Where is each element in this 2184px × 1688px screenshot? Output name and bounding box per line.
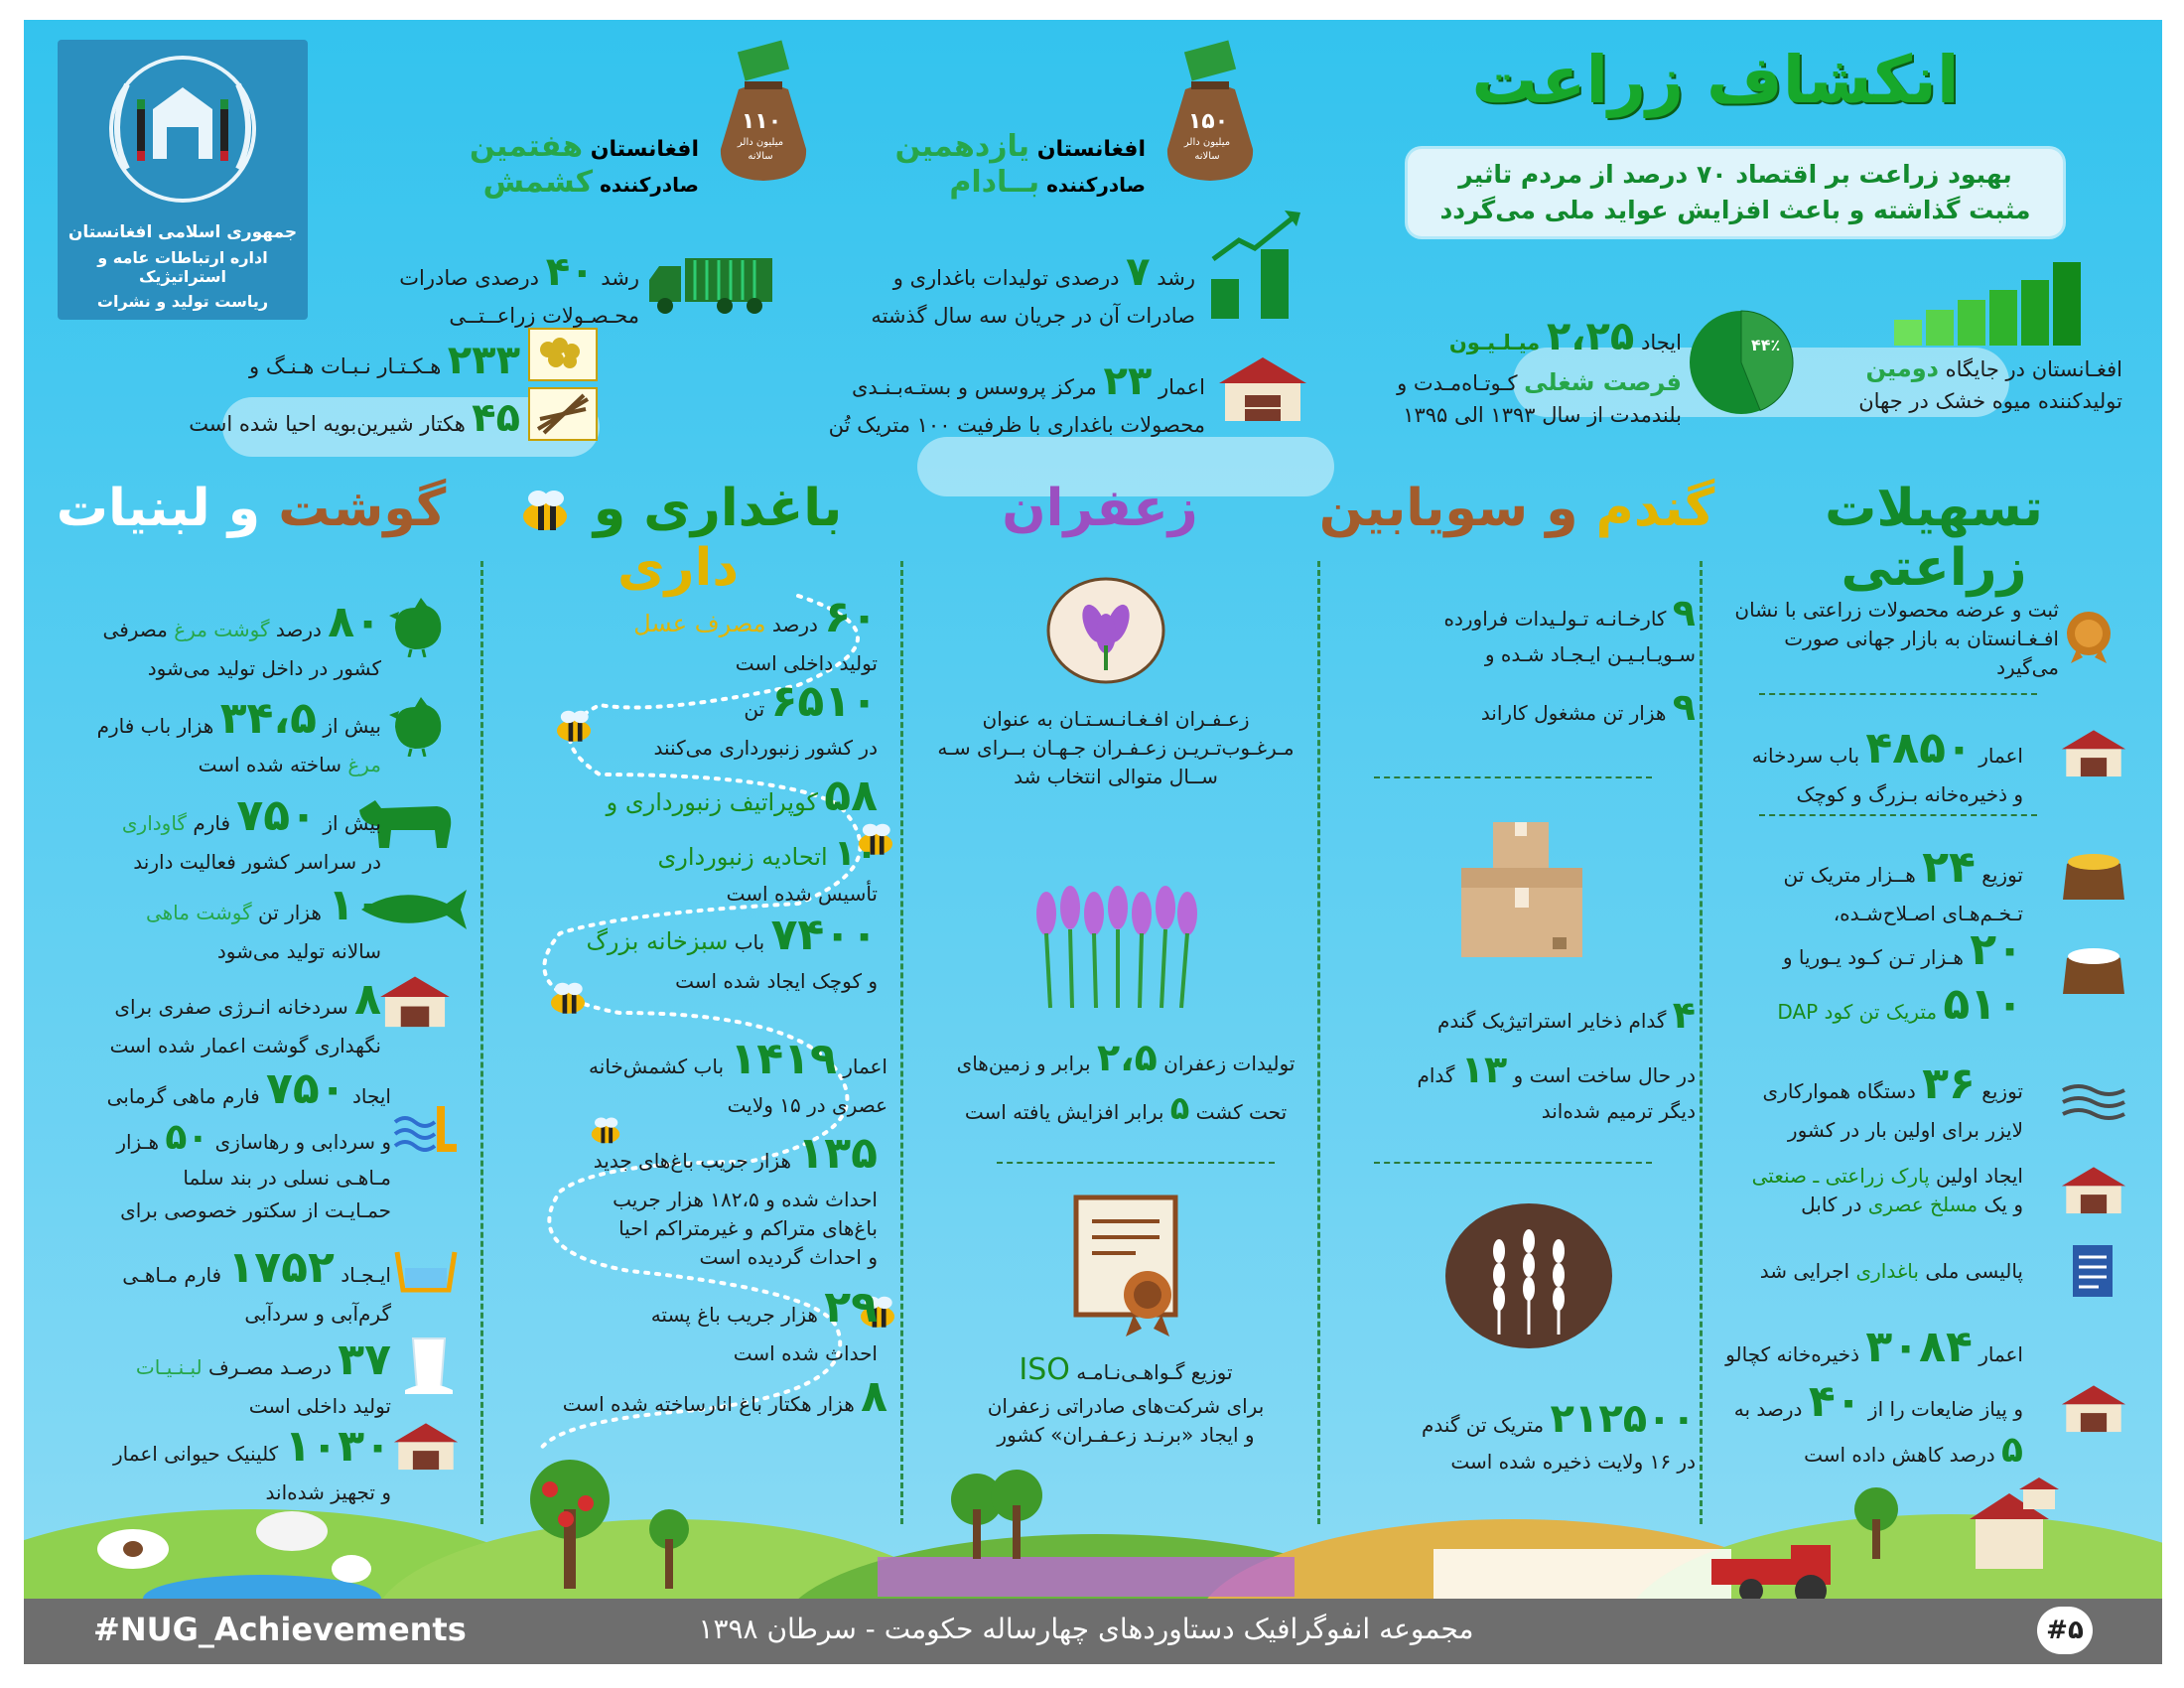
almond-rank: یازدهمین bbox=[894, 129, 1030, 164]
processing-text bbox=[739, 352, 1205, 440]
meat-item-4-number: ۱۰ bbox=[328, 880, 381, 930]
saffron-item-3-d: و ایجاد «برنـد زعـفـران» کشور bbox=[997, 1422, 1255, 1447]
wheat-icon bbox=[1443, 1201, 1614, 1350]
garden-item-3-c: تأسیس شده است bbox=[726, 881, 878, 906]
wheat-item-5-number: ۲۱۲۵۰۰ bbox=[1550, 1396, 1696, 1442]
export-growth-a: رشد bbox=[601, 266, 639, 290]
meat-item-10-number: ۳۷ bbox=[338, 1335, 391, 1385]
licorice-text bbox=[143, 389, 520, 447]
facility-3-a: توزیع bbox=[1981, 863, 2023, 887]
raisin-line-1 bbox=[470, 129, 699, 164]
export-growth-b: درصدی صادرات bbox=[399, 266, 540, 290]
dried-fruit-c: تولیدکننده میوه خشک در جهان bbox=[1858, 388, 2122, 413]
garden-item-6-d: و احداث گردیده است bbox=[699, 1244, 878, 1269]
column-divider bbox=[480, 561, 483, 1524]
meat-item-9-b: فارم مـاهـی bbox=[122, 1263, 222, 1287]
garden-item-7-b: احداث شده است bbox=[733, 1340, 878, 1365]
footer-bar bbox=[24, 1599, 2162, 1664]
gardening-heading-b: داری bbox=[616, 538, 740, 598]
hemp-label: هـکـتـار نـبـات هـنـگ و bbox=[249, 354, 442, 378]
meat-item-4-b: گوشت ماهی bbox=[145, 901, 252, 924]
subtitle-text: بهبود زراعت بر اقتصاد ۷۰ درصد از مردم تاثیر مثبت گذاشته و باعث افزایش عواید ملی می‌گردد bbox=[1439, 160, 2031, 225]
jobs-e: بلندمدت از سال ۱۳۹۳ الی ۱۳۹۵ bbox=[1403, 402, 1682, 427]
garden-item-3-number: ۵۸ bbox=[824, 771, 878, 821]
wheat-item-3 bbox=[1348, 988, 1696, 1043]
footer-caption: مجموعه انفوگرافیک دستاوردهای چهارساله حکومت - سرطان ۱۳۹۸ bbox=[698, 1613, 1474, 1645]
meat-heading-b: و لبنیات bbox=[56, 479, 261, 538]
facility-11-b: درصد کاهش داده است bbox=[1804, 1443, 1995, 1467]
wheat-item-4-c: دیگر ترمیم شده‌اند bbox=[1541, 1099, 1696, 1124]
facility-7-c: و یک bbox=[1983, 1193, 2023, 1216]
facility-2-b: باب سردخانه bbox=[1751, 744, 1860, 768]
facility-11-number: ۵ bbox=[2001, 1430, 2023, 1471]
saffron-item-2-d: برابر افزایش یافته است bbox=[964, 1100, 1164, 1125]
saffron-item-3-a: توزیع گـواهـی‌نـامـه bbox=[1076, 1360, 1233, 1384]
wheat-heading-a: گندم bbox=[1595, 479, 1715, 538]
garden-item-2-a: تن bbox=[744, 697, 765, 721]
meat-item-1-b: گوشت مرغ bbox=[174, 618, 270, 641]
wheat-item-1-a: کارخـانـه تـولـیدات فراورده bbox=[1443, 607, 1667, 631]
dried-fruit-rank: دومین bbox=[1865, 354, 1939, 382]
dried-fruit-text bbox=[1795, 352, 2122, 416]
facility-9-number: ۳۰۸۴ bbox=[1865, 1322, 1973, 1372]
saffron-item-1: زعـفـران افـغـانـسـتـان به عنوان مـرغـوب‌تـریـن زعـفـران جـهـان بــرای سـه ســال متوالی انتخاب شد bbox=[937, 707, 1295, 788]
garden-item-3 bbox=[520, 765, 878, 909]
almond-bag-unit: میلیون دالر bbox=[1183, 137, 1231, 148]
facility-6-b: دستگاه همواركاری bbox=[1762, 1079, 1916, 1103]
meat-item-3-b: فارم bbox=[193, 811, 231, 835]
garden-item-1-a: درصد bbox=[771, 613, 818, 636]
meat-item-2-number: ۳۴،۵ bbox=[219, 693, 317, 744]
facility-9-a: اعمار bbox=[1979, 1342, 2023, 1366]
meat-item-1-number: ۸۰ bbox=[328, 597, 381, 647]
subtitle-box bbox=[1408, 149, 2063, 236]
wheat-item-3-number: ۴ bbox=[1672, 993, 1696, 1037]
logo-line-2: اداره ارتباطات عامه و استراتیژیک bbox=[97, 248, 268, 286]
wheat-item-2-number: ۹ bbox=[1672, 685, 1696, 729]
wheat-item-1 bbox=[1348, 586, 1696, 669]
garden-item-3-b: اتحادیه زنبورداری bbox=[657, 842, 828, 871]
wheat-item-4-b: گدام bbox=[1417, 1063, 1455, 1087]
box-icon bbox=[1453, 814, 1592, 963]
processing-a: اعمار bbox=[1158, 375, 1205, 399]
export-growth-text bbox=[351, 243, 639, 331]
garden-item-1-number: ۶۰ bbox=[824, 592, 878, 642]
saffron-item-3-c: برای شرکت‌های صادراتی زعفران bbox=[987, 1393, 1265, 1418]
meat-heading bbox=[48, 479, 455, 538]
wheat-item-4 bbox=[1348, 1043, 1696, 1126]
meat-item-3 bbox=[54, 784, 381, 877]
raisin-bag-unit: میلیون دالر bbox=[737, 137, 784, 148]
wheat-item-4-number: ۱۳ bbox=[1460, 1048, 1508, 1091]
facility-7-e: در کابل bbox=[1801, 1193, 1862, 1216]
meat-item-4-a: هزار تن bbox=[257, 901, 322, 924]
garden-growth-c: صادرات آن در جریان سه سال گذشته bbox=[871, 304, 1195, 328]
section-divider bbox=[1759, 814, 2037, 816]
section-divider bbox=[1759, 693, 2037, 695]
saffron-item-2-c: تحت کشت bbox=[1195, 1100, 1288, 1125]
saffron-item-2-b: برابر و زمین‌های bbox=[956, 1052, 1091, 1075]
garden-item-5-b: باب کشمش‌خانه bbox=[589, 1055, 725, 1078]
bee-icon bbox=[514, 487, 576, 536]
facility-10-number: ۴۰ bbox=[1808, 1376, 1862, 1427]
garden-item-5-a: اعمار bbox=[843, 1055, 887, 1078]
water-icon bbox=[391, 1246, 461, 1296]
garden-item-8-number: ۸ bbox=[861, 1371, 887, 1422]
export-growth-number: ۴۰ bbox=[545, 249, 595, 295]
wheat-item-5-a: متریک تن گندم bbox=[1421, 1413, 1545, 1437]
wheat-item-5-b: در ۱۶ ولایت ذخیره شده است bbox=[1450, 1450, 1696, 1474]
wheat-item-3-a: گدام ذخایر استراتیژیک گندم bbox=[1436, 1009, 1667, 1033]
meat-item-1 bbox=[54, 591, 381, 683]
meat-item-7-a: و سردابی و رهاسازی bbox=[214, 1130, 391, 1154]
almond-product: بــادام bbox=[949, 165, 1040, 200]
meat-item-1-d: کشور در داخل تولید می‌شود bbox=[147, 655, 381, 680]
garden-item-6-a: هزار جریب باغ‌های جدید bbox=[593, 1149, 792, 1173]
jobs-text bbox=[1354, 308, 1682, 430]
meat-item-3-a: بیش از bbox=[323, 811, 381, 835]
meat-item-1-a: درصد bbox=[275, 618, 322, 641]
footer-hashtag: #NUG_Achievements bbox=[93, 1611, 467, 1648]
meat-item-9 bbox=[54, 1236, 391, 1329]
garden-item-1-b: مصرف عسل bbox=[633, 610, 766, 637]
chicken-icon bbox=[381, 588, 451, 657]
garden-item-5 bbox=[520, 1028, 887, 1120]
almond-bag-period: سالانه bbox=[1194, 151, 1220, 162]
water-icon bbox=[391, 1102, 461, 1152]
garden-item-6 bbox=[520, 1122, 878, 1272]
meat-item-11-a: کلینیک حیوانی اعمار bbox=[113, 1442, 279, 1466]
facility-1: ثبت و عرضه محصولات زراعتی با نشان افـغـانستان به بازار جهانی صورت می‌گیرد bbox=[1734, 598, 2059, 679]
meat-item-2-d: ساخته شده است bbox=[198, 752, 341, 776]
meat-item-5-b: نگهداری گوشت اعمار شده است bbox=[109, 1033, 381, 1057]
jobs-a: ایجاد bbox=[1641, 331, 1682, 354]
export-growth-c: محـصـولات زراعــتــی bbox=[449, 304, 639, 328]
facility-6-c: لایزر برای اولین بار در کشور bbox=[1787, 1117, 2023, 1142]
meat-item-9-number: ۱۷۵۲ bbox=[227, 1242, 335, 1293]
meat-item-2-b: هزار باب فارم bbox=[96, 714, 214, 738]
garden-item-7-a: هزار جریب باغ پسته bbox=[650, 1303, 818, 1327]
meat-item-11-b: و تجهیز شده‌اند bbox=[265, 1479, 391, 1504]
meat-item-5-number: ۸ bbox=[354, 974, 381, 1025]
almond-line-2 bbox=[949, 165, 1146, 200]
facility-5-number: ۵۱۰ bbox=[1943, 979, 2023, 1030]
facility-4-b: هـزار تـن کـود یـوریا و bbox=[1782, 945, 1964, 969]
facility-6-number: ۳۶ bbox=[1922, 1058, 1976, 1109]
logo-line-1: جمهوری اسلامی افغانستان bbox=[68, 222, 298, 242]
facility-2 bbox=[1715, 717, 2023, 809]
infographic-poster bbox=[24, 20, 2162, 1664]
meat-item-5-a: سردخانه انـرژی صفری برای bbox=[114, 995, 348, 1019]
section-divider bbox=[1374, 1162, 1652, 1164]
hemp-icon bbox=[528, 328, 598, 381]
hemp-text bbox=[143, 332, 520, 389]
warehouse-icon bbox=[1215, 353, 1310, 423]
meat-item-3-c: گاوداری bbox=[121, 811, 187, 835]
facility-8-b: باغداری bbox=[1855, 1259, 1919, 1283]
garden-item-1 bbox=[520, 586, 878, 678]
garden-item-2 bbox=[520, 670, 878, 763]
meat-item-2-c: مرغ bbox=[347, 752, 381, 776]
facility-2-c: و ذخیره‌خانه بـزرگ و کوچک bbox=[1796, 781, 2023, 806]
saffron-heading: زعفران bbox=[1002, 479, 1198, 538]
growth-chart-icon bbox=[1205, 205, 1304, 324]
garden-item-5-number: ۱۴۱۹ bbox=[730, 1034, 837, 1084]
almond-line-2a: صادرکننده bbox=[1046, 173, 1146, 197]
facility-2-a: اعمار bbox=[1979, 744, 2023, 768]
facility-9-b: ذخیره‌خانه کچالو bbox=[1725, 1342, 1860, 1366]
section-divider bbox=[997, 1162, 1275, 1164]
saffron-item-3 bbox=[927, 1348, 1324, 1450]
raisin-line-1a: افغانستان bbox=[590, 137, 699, 162]
raisin-export-block bbox=[470, 40, 818, 200]
facility-5-b: متریک تن کود DAP bbox=[1777, 1000, 1938, 1024]
facilities-heading: تسهیلات زراعتی bbox=[1825, 479, 2043, 598]
meat-item-10-c: تولید داخلی است bbox=[248, 1393, 391, 1418]
licorice-label: هکتار شیرین‌بویه احیا شده است bbox=[189, 412, 466, 436]
garden-growth-b: درصدی تولیدات باغداری و bbox=[892, 266, 1120, 290]
facility-6 bbox=[1696, 1053, 2023, 1145]
facility-7-d: مسلخ عصری bbox=[1867, 1193, 1979, 1216]
meat-heading-a: گوشت bbox=[278, 479, 447, 538]
pie-label: ۴۴٪ bbox=[1751, 336, 1781, 354]
seed-sack-icon bbox=[2059, 938, 2128, 998]
meat-item-7 bbox=[54, 1112, 391, 1193]
bar-chart-icon bbox=[1890, 258, 2109, 348]
meat-item-7-number: ۵۰ bbox=[165, 1117, 209, 1158]
garden-item-5-c: عصری در ۱۵ ولایت bbox=[727, 1092, 887, 1117]
raisin-line-2 bbox=[483, 165, 699, 200]
processing-number: ۲۳ bbox=[1103, 358, 1153, 404]
dried-fruit-a: افغـانستان در جایگاه bbox=[1945, 357, 2122, 381]
facility-7-b: پارک زراعتی ـ صنعتی bbox=[1751, 1164, 1930, 1188]
facility-2-number: ۴۸۵۰ bbox=[1865, 723, 1973, 774]
meat-item-3-d: در سراسر کشور فعالیت دارند bbox=[133, 849, 381, 874]
meat-item-11-number: ۱۰۳۰ bbox=[284, 1421, 391, 1472]
saffron-item-2-number-2: ۵ bbox=[1169, 1089, 1190, 1128]
garden-growth-text bbox=[838, 243, 1195, 331]
landscape-illustration bbox=[24, 1450, 2162, 1609]
meat-item-3-number: ۷۵۰ bbox=[236, 790, 317, 841]
certificate-icon bbox=[1066, 1192, 1195, 1340]
government-logo bbox=[58, 40, 308, 320]
licorice-icon bbox=[528, 387, 598, 441]
meat-item-1-c: مصرفی bbox=[102, 618, 168, 641]
facility-8 bbox=[1696, 1257, 2023, 1286]
facility-8-a: پالیسی ملی bbox=[1925, 1259, 2023, 1283]
meat-item-6-a: ایجاد bbox=[351, 1084, 391, 1108]
meat-item-9-c: گرم‌آبی و سردآبی bbox=[244, 1301, 391, 1326]
saffron-field-icon bbox=[1026, 874, 1205, 1013]
facility-10-b: درصد به bbox=[1733, 1397, 1803, 1421]
garden-item-3-a: کوپراتیف زنبورداری و bbox=[606, 788, 818, 816]
facility-3 bbox=[1715, 836, 2023, 928]
truck-icon bbox=[645, 250, 774, 320]
almond-bag-value: ۱۵۰ bbox=[1187, 109, 1229, 134]
garden-item-6-number: ۱۳۵ bbox=[797, 1128, 878, 1179]
garden-item-7-number: ۲۹ bbox=[824, 1282, 878, 1333]
meat-item-4 bbox=[54, 874, 381, 966]
afghanistan-emblem-icon bbox=[58, 40, 308, 218]
meat-item-7-b: هـزار bbox=[116, 1130, 159, 1154]
wheat-item-1-number: ۹ bbox=[1672, 591, 1696, 634]
raisin-bag-period: سالانه bbox=[748, 151, 773, 162]
warehouse-icon bbox=[377, 973, 453, 1029]
seed-sack-icon bbox=[2059, 844, 2128, 904]
garden-item-1-c: تولید داخلی است bbox=[735, 650, 878, 675]
wheat-item-4-a: در حال ساخت است و bbox=[1513, 1063, 1696, 1087]
garden-item-6-b: احداث شده و ۱۸۲،۵ هزار جریب bbox=[613, 1187, 878, 1211]
garden-item-7 bbox=[520, 1276, 878, 1368]
garden-growth-number: ۷ bbox=[1126, 249, 1151, 295]
wheat-item-1-b: سـویـابـیـن ایـجـاد شـده و bbox=[1484, 642, 1696, 667]
laser-level-icon bbox=[2059, 1082, 2128, 1126]
warehouse-icon bbox=[2059, 725, 2128, 780]
processing-b: مرکز پروسس و بستـه‌بـنـدی bbox=[851, 375, 1097, 399]
garden-item-4-c: و کوچک ایجاد شده است bbox=[675, 968, 878, 993]
saffron-item-2-a: تولیدات زعفران bbox=[1163, 1052, 1296, 1075]
chicken-icon bbox=[381, 687, 451, 757]
almond-line-1a: افغانستان bbox=[1036, 137, 1146, 162]
garden-item-8 bbox=[520, 1365, 887, 1429]
meat-item-10 bbox=[54, 1329, 391, 1421]
meat-item-7-c: مـاهـی نسلی در بند سلما bbox=[183, 1166, 391, 1191]
facility-3-c: تـخـم‌هـای اصـلاح‌شـده، bbox=[1833, 901, 2023, 925]
warehouse-icon bbox=[2059, 1380, 2128, 1436]
raisin-bag-value: ۱۱۰ bbox=[741, 109, 782, 134]
facility-8-c: اجرایی شد bbox=[1759, 1259, 1850, 1283]
meat-item-2-a: بیش از bbox=[323, 714, 381, 738]
jobs-c: فرصت شغلی bbox=[1524, 368, 1682, 396]
garden-item-2-number: ۶۵۱۰ bbox=[770, 676, 878, 727]
meat-item-2 bbox=[54, 687, 381, 779]
saffron-item-2 bbox=[927, 1031, 1324, 1131]
garden-item-4 bbox=[520, 904, 878, 996]
facility-4-number: ۲۰ bbox=[1970, 924, 2023, 975]
meat-item-9-a: ایـجـاد bbox=[341, 1263, 391, 1287]
garden-item-4-number: ۷۴۰۰ bbox=[770, 910, 878, 960]
medal-icon bbox=[2059, 606, 2118, 665]
meat-item-10-a: درصـد مصـرف bbox=[207, 1355, 332, 1379]
footer-page-number: #۵ bbox=[2037, 1607, 2093, 1654]
meat-item-5 bbox=[54, 968, 381, 1060]
logo-line-3: ریاست تولید و نشرات bbox=[96, 292, 269, 311]
almond-line-1 bbox=[895, 129, 1146, 164]
wheat-heading-b: و سویابین bbox=[1318, 479, 1578, 538]
garden-item-2-b: در کشور زنبورداری می‌کنند bbox=[653, 735, 878, 760]
pie-chart-icon bbox=[1682, 308, 1801, 417]
garden-item-3-number-2: ۱۰ bbox=[834, 832, 878, 874]
milk-icon bbox=[401, 1331, 457, 1396]
meat-item-6-number: ۷۵۰ bbox=[266, 1063, 346, 1114]
raisin-product: کشمش bbox=[482, 165, 594, 200]
raisin-rank: هفتمین bbox=[470, 129, 584, 164]
meat-item-8: حمـایـت از سکتور خصوصی برای bbox=[120, 1198, 391, 1222]
wheat-heading bbox=[1318, 479, 1715, 538]
garden-item-6-c: باغ‌های متراکم و غیرمتراکم احیا bbox=[618, 1215, 878, 1240]
garden-item-8-a: هزار هکتار باغ انارساخته شده است bbox=[562, 1392, 855, 1416]
raisin-line-2a: صادرکننده bbox=[600, 173, 699, 197]
gardening-heading-a: باغداری و bbox=[593, 479, 843, 538]
warehouse-icon bbox=[2059, 1162, 2128, 1217]
facility-10-a: و پیاز ضایعات را از bbox=[1867, 1397, 2023, 1421]
column-divider bbox=[900, 561, 903, 1524]
page-title: انکشاف زراعت bbox=[1471, 42, 1960, 118]
processing-c: محصولات باغداری با ظرفیت ۱۰۰ متریک تُن bbox=[828, 413, 1205, 437]
garden-growth-a: رشد bbox=[1157, 266, 1195, 290]
facility-3-number: ۲۴ bbox=[1922, 842, 1976, 893]
facility-6-a: توزیع bbox=[1981, 1079, 2023, 1103]
saffron-flower-icon bbox=[1046, 576, 1165, 685]
meat-item-4-c: سالانه تولید می‌شود bbox=[216, 938, 381, 963]
hemp-number: ۲۳۳ bbox=[447, 338, 520, 383]
facility-7-a: ایجاد اولین bbox=[1936, 1164, 2023, 1188]
almond-export-block bbox=[894, 40, 1275, 200]
jobs-d: کـوتـاه‌مـدت و bbox=[1397, 371, 1518, 395]
jobs-b: میـلـیـون bbox=[1448, 331, 1541, 354]
wheat-item-2-a: هزار تن مشغول کاراند bbox=[1480, 701, 1667, 725]
facility-7 bbox=[1696, 1162, 2023, 1219]
wheat-item-2 bbox=[1348, 680, 1696, 735]
saffron-item-2-number: ۲،۵ bbox=[1096, 1036, 1158, 1079]
garden-item-4-b: سبزخانه بزرگ bbox=[586, 927, 729, 955]
meat-item-6-b: فارم ماهی گرمابی bbox=[106, 1084, 260, 1108]
facility-3-b: هــزار متریک تن bbox=[1783, 863, 1916, 887]
garden-item-4-a: باب bbox=[734, 930, 765, 954]
section-divider bbox=[1374, 776, 1652, 778]
jobs-number: ۲،۲۵ bbox=[1546, 314, 1635, 359]
facility-5 bbox=[1715, 973, 2023, 1037]
meat-item-10-b: لبـنـیـات bbox=[135, 1355, 203, 1379]
saffron-item-3-b: ISO bbox=[1019, 1352, 1070, 1387]
licorice-number: ۴۵ bbox=[472, 395, 520, 441]
document-icon bbox=[2069, 1241, 2120, 1301]
